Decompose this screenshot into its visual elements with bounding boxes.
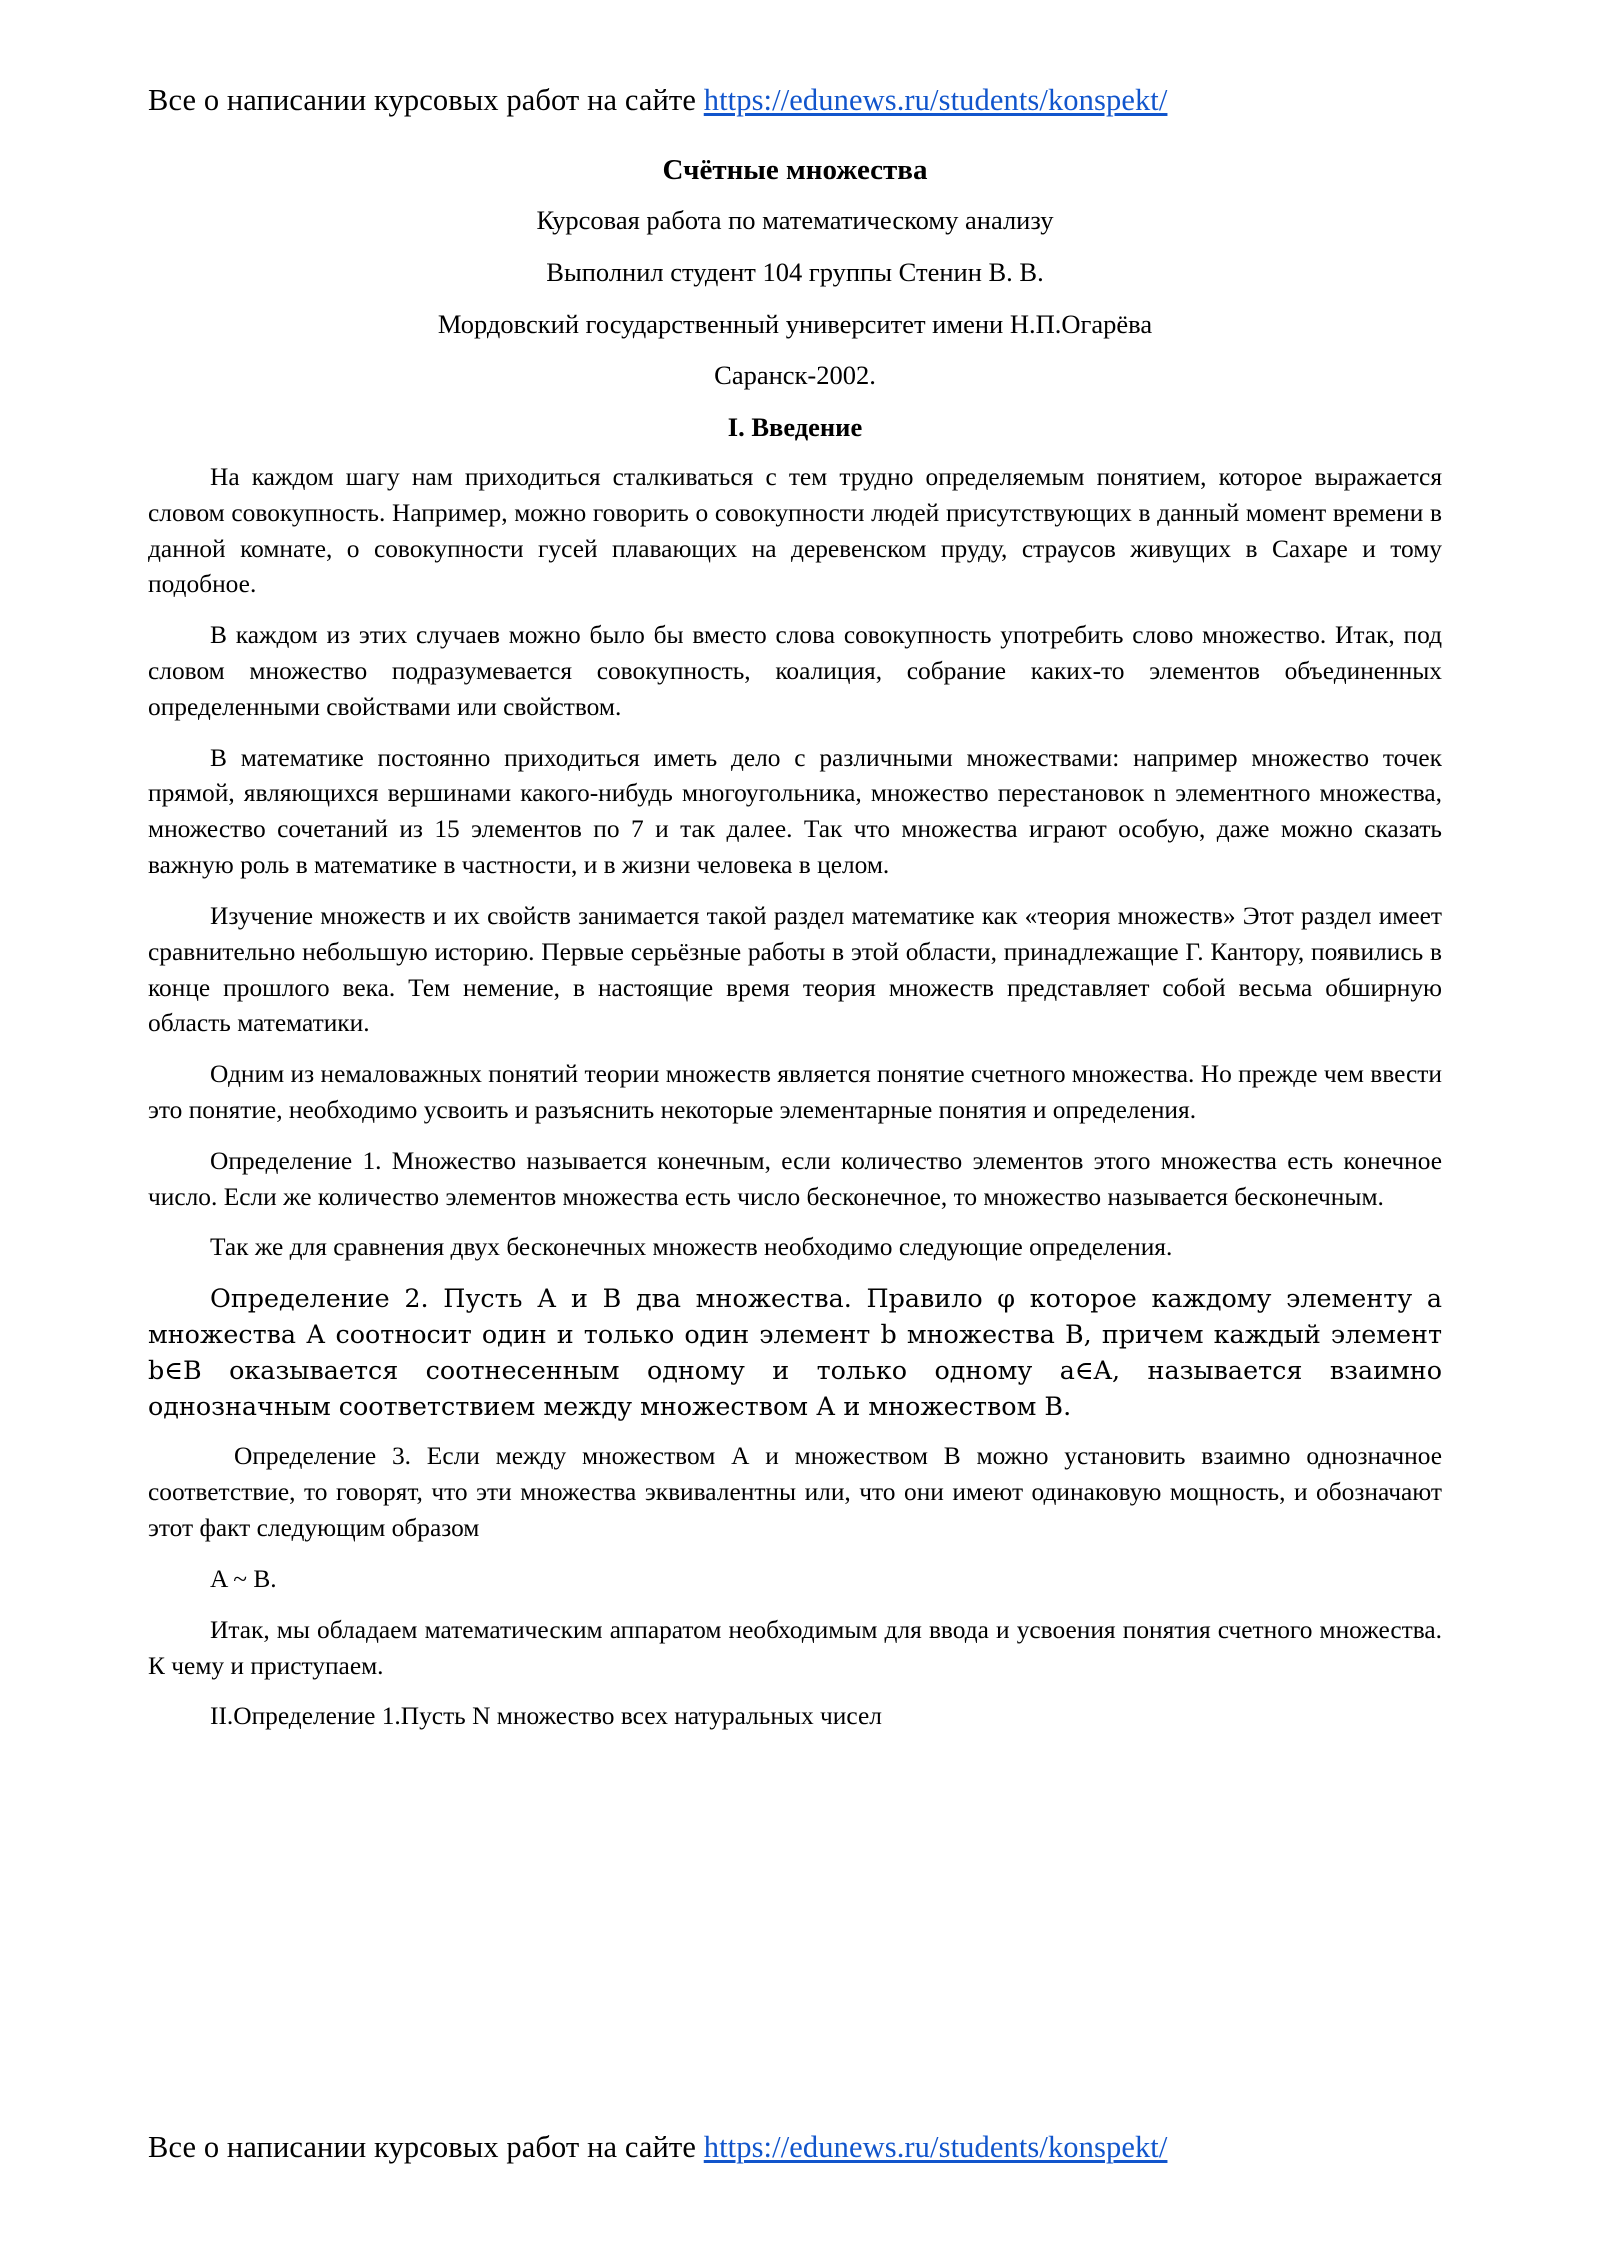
paragraph-1: На каждом шагу нам приходиться сталкиваться с тем трудно определяемым понятием, которое выражается словом совокупность. Например, можно говорить о совокупности людей присутствующих в данный момент времени в данной комнате, о совокупности гусей плавающих на деревенском пруду, страусов живущих в Сахаре и тому подобное. <box>148 462 1442 599</box>
paragraph-5: Одним из немаловажных понятий теории множеств является понятие счетного множества. Но прежде чем ввести это понятие, необходимо усвоить и разъяснить некоторые элементарные понятия и определения. <box>148 1060 1442 1124</box>
paragraph-3: В математике постоянно приходиться иметь дело с различными множествами: например множество точек прямой, являющихся вершинами какого-нибудь многоугольника, множество перестановок n элементного множества, множество сочетаний из 15 элементов по 7 и так далее. Так что множества играют особую, даже можно сказать важную роль в математике в частности, и в жизни человека в целом. <box>148 743 1442 880</box>
subtitle-university: Мордовский государственный университет имени Н.П.Огарёва <box>437 308 1153 339</box>
subtitle-course-work: Курсовая работа по математическому анализу <box>536 205 1054 235</box>
paragraph-definition-3: Определение 3. Если между множеством А и множеством В можно установить взаимно однозначное соответствие, то говорят, что эти множества эквивалентны или, что они имеют одинаковую мощность, и обозначают этот факт следующим образом <box>148 1442 1442 1543</box>
page-title: Счётные множества <box>662 154 928 187</box>
paragraph-definition-2: Определение 2. Пусть А и В два множества. Правило φ которое каждому элементу a множества А соотносит один и только один элемент b множества В, причем каждый элемент b∈B оказывается соотнесенным одному и только одному a∈A, называется взаимно однозначным соответствием между множеством А и множеством В. <box>148 1283 1442 1421</box>
header-banner <box>148 82 1442 119</box>
header-banner-text: Все о написании курсовых работ на сайте <box>148 83 704 117</box>
paragraph-2: В каждом из этих случаев можно было бы вместо слова совокупность употребить слово множество. Итак, под словом множество подразумевается совокупность, коалиция, собрание каких-то элементов объединенных определенными свойствами или свойством. <box>148 621 1442 721</box>
paragraph-4: Изучение множеств и их свойств занимается такой раздел математике как «теория множеств» Этот раздел имеет сравнительно небольшую историю. Первые серьёзные работы в этой области, принадлежащие Г. Кантору, появились в конце прошлого века. Тем немение, в настоящие время теория множеств представляет собой весьма обширную область математики. <box>148 901 1442 1038</box>
subtitle-author: Выполнил студент 104 группы Стенин В. В. <box>546 256 1044 287</box>
paragraph-conclusion: Итак, мы обладаем математическим аппаратом необходимым для ввода и усвоения понятия счетного множества. К чему и приступаем. <box>148 1615 1442 1680</box>
paragraph-definition-1: Определение 1. Множество называется конечным, если количество элементов этого множества есть конечное число. Если же количество элементов множества есть число бесконечное, то множество называется бесконечным. <box>148 1146 1442 1211</box>
footer-banner-link[interactable]: https://edunews.ru/students/konspekt/ <box>703 2129 1168 2164</box>
footer-banner-text: Все о написании курсовых работ на сайте <box>148 2129 704 2164</box>
subtitle-city-year: Саранск-2002. <box>714 360 876 391</box>
footer-banner <box>148 2129 1167 2166</box>
paragraph-comparison-note: Так же для сравнения двух бесконечных множеств необходимо следующие определения. <box>210 1233 1173 1262</box>
paragraph-section-2-definition-1: II.Определение 1.Пусть N множество всех натуральных чисел <box>210 1702 882 1731</box>
header-banner-link[interactable]: https://edunews.ru/students/konspekt/ <box>703 83 1168 117</box>
formula-equivalence: A ~ B. <box>210 1564 277 1593</box>
section-heading-introduction: I. Введение <box>727 412 863 443</box>
